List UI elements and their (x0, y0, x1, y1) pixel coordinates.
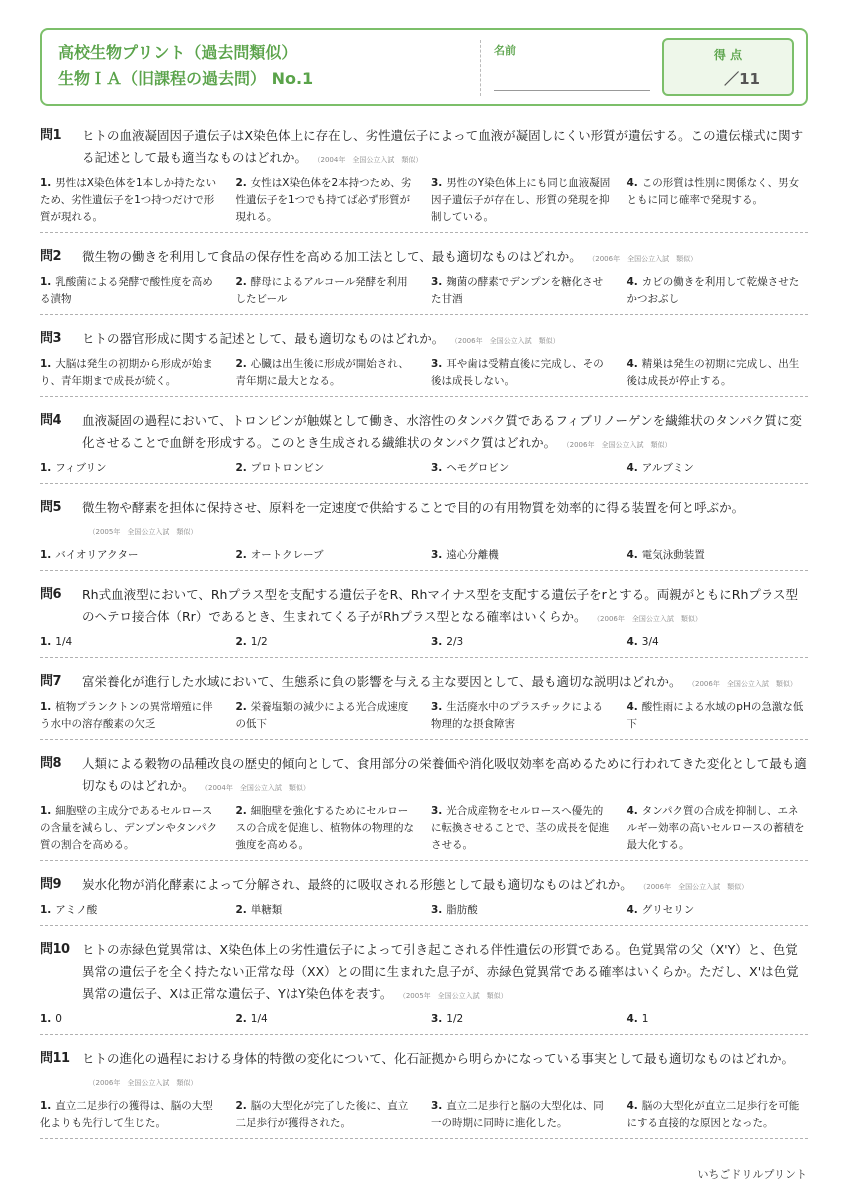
name-field-line[interactable] (494, 90, 650, 91)
choice-2[interactable] (236, 547, 418, 564)
choice-number: 4. (626, 276, 638, 288)
choice-text: 細胞壁を強化するためにセルロースの合成を促進し、植物体の物理的な強度を高める。 (235, 805, 414, 851)
choice-text: 直立二足歩行と脳の大型化は、同一の時期に同時に進化した。 (431, 1100, 604, 1129)
choice-number: 2. (235, 358, 247, 370)
question-stem (40, 753, 808, 799)
question-stem (40, 671, 808, 695)
choice-list (40, 460, 808, 477)
choice-number: 1. (40, 358, 52, 370)
question-body: ヒトの赤緑色覚異常は、X染色体上の劣性遺伝子によって引き起こされる伴性遺伝の形質である。色覚異常の父（X'Y）と、色覚異常の遺伝子を全く持たない正常な母（XX）との間に生まれた息子が、赤緑色覚異常である確率はいくらか。ただし、X'は色覚異常の遺伝子、Xは正常な遺伝子、YはY染色体を表す。 (82, 942, 799, 1001)
choice-number: 2. (235, 636, 247, 648)
choice-1[interactable] (40, 460, 222, 477)
question-number: 問2 (40, 249, 62, 264)
choice-text: 2/3 (446, 636, 464, 648)
choice-text: 0 (55, 1013, 62, 1025)
question-body: 人類による穀物の品種改良の歴史的傾向として、食用部分の栄養価や消化吸収効率を高めるために行われてきた変化として最も適切なものはどれか。 (82, 756, 807, 793)
choice-1[interactable] (40, 803, 222, 854)
choice-1[interactable] (40, 356, 222, 390)
choice-number: 2. (235, 549, 247, 561)
question-body: ヒトの進化の過程における身体的特徴の変化について、化石証拠から明らかになっている事実として最も適切なものはどれか。 (82, 1051, 795, 1066)
choice-3[interactable] (431, 699, 613, 733)
question-7 (40, 668, 808, 740)
choice-list (40, 1011, 808, 1028)
choice-text: 1/2 (250, 636, 268, 648)
question-source: （2005年 全国公立入試 類似） (92, 528, 198, 536)
choice-number: 1. (40, 276, 52, 288)
choice-text: オートクレーブ (250, 549, 324, 561)
choice-text: 栄養塩類の減少による光合成速度の低下 (235, 701, 409, 730)
choice-2[interactable] (236, 1011, 418, 1028)
choice-text: プロトロンビン (250, 462, 325, 474)
choice-3[interactable] (431, 1098, 613, 1132)
question-text (82, 497, 808, 543)
choice-number: 2. (235, 805, 247, 817)
name-label: 名前 (494, 44, 516, 57)
question-number: 問9 (40, 877, 62, 892)
choice-number: 4. (626, 701, 638, 713)
header-divider (480, 40, 481, 96)
choice-1[interactable] (40, 175, 222, 226)
choice-text: タンパク質の合成を抑制し、エネルギー効率の高いセルロースの蓄積を最大化する。 (626, 805, 805, 851)
choice-2[interactable] (236, 803, 418, 854)
score-box (662, 38, 794, 96)
worksheet-title-line1: 高校生物プリント（過去問類似） (58, 43, 298, 62)
choice-number: 1. (40, 462, 52, 474)
choice-3[interactable] (431, 547, 613, 564)
choice-number: 1. (40, 177, 52, 189)
choice-text: 脳の大型化が完了した後に、直立二足歩行が獲得された。 (235, 1100, 409, 1129)
question-text (82, 874, 808, 898)
choice-1[interactable] (40, 274, 222, 308)
choice-number: 3. (431, 358, 443, 370)
choice-number: 1. (40, 701, 52, 713)
question-9 (40, 871, 808, 926)
choice-1[interactable] (40, 547, 222, 564)
question-body: ヒトの血液凝固因子遺伝子はX染色体上に存在し、劣性遺伝子によって血液が凝固しにくい形質が遺伝する。この遺伝様式に関する記述として最も適当なものはどれか。 (82, 128, 804, 165)
choice-list (40, 356, 808, 390)
question-stem (40, 1048, 808, 1094)
question-4 (40, 407, 808, 484)
choice-4[interactable] (627, 175, 809, 226)
choice-text: 細胞壁の主成分であるセルロースの含量を減らし、デンプンやタンパク質の割合を高める。 (40, 805, 218, 851)
choice-number: 2. (235, 276, 247, 288)
question-stem (40, 125, 808, 171)
choice-text: 男性はX染色体を1本しか持たないため、劣性遺伝子を1つ持つだけで形質が現れる。 (40, 177, 217, 223)
question-stem (40, 874, 808, 898)
choice-4[interactable] (627, 460, 809, 477)
choice-text: 生活廃水中のプラスチックによる物理的な摂食障害 (431, 701, 603, 730)
question-1 (40, 122, 808, 233)
choice-list (40, 634, 808, 651)
choice-number: 4. (626, 177, 638, 189)
question-number: 問8 (40, 756, 62, 771)
question-source: （2006年 全国公立入試 類似） (454, 337, 560, 345)
choice-text: グリセリン (641, 904, 695, 916)
question-10 (40, 936, 808, 1035)
question-stem (40, 497, 808, 543)
choice-4[interactable] (627, 902, 809, 919)
question-stem (40, 246, 808, 270)
choice-number: 4. (626, 462, 638, 474)
question-stem (40, 328, 808, 352)
choice-3[interactable] (431, 356, 613, 390)
choice-3[interactable] (431, 902, 613, 919)
choice-text: この形質は性別に関係なく、男女ともに同じ確率で発現する。 (626, 177, 800, 206)
choice-text: フィブリン (55, 462, 107, 474)
choice-number: 1. (40, 805, 52, 817)
question-body: 微生物の働きを利用して食品の保存性を高める加工法として、最も適切なものはどれか。 (82, 249, 582, 264)
choice-2[interactable] (236, 699, 418, 733)
choice-4[interactable] (627, 699, 809, 733)
choice-1[interactable] (40, 1098, 222, 1132)
choice-number: 3. (431, 276, 443, 288)
choice-text: 光合成産物をセルロースへ優先的に転換させることで、茎の成長を促進させる。 (431, 805, 610, 851)
choice-4[interactable] (627, 634, 809, 651)
choice-3[interactable] (431, 274, 613, 308)
choice-4[interactable] (627, 803, 809, 854)
question-number: 問11 (40, 1051, 70, 1066)
question-number: 問3 (40, 331, 62, 346)
choice-list (40, 175, 808, 226)
choice-list (40, 803, 808, 854)
choice-3[interactable] (431, 460, 613, 477)
choice-number: 3. (431, 904, 443, 916)
question-source: （2005年 全国公立入試 類似） (402, 992, 508, 1000)
choice-text: 酵母によるアルコール発酵を利用したビール (235, 276, 408, 305)
choice-text: 1 (641, 1013, 649, 1025)
question-source: （2006年 全国公立入試 類似） (642, 883, 749, 891)
choice-text: 遠心分離機 (446, 549, 499, 561)
question-number: 問5 (40, 500, 62, 515)
question-stem (40, 584, 808, 630)
choice-text: 1/4 (55, 636, 73, 648)
choice-number: 3. (431, 549, 443, 561)
choice-1[interactable] (40, 634, 222, 651)
choice-number: 4. (626, 805, 638, 817)
question-text (82, 328, 808, 352)
question-stem (40, 939, 808, 1007)
choice-2[interactable] (236, 1098, 418, 1132)
choice-number: 4. (626, 904, 638, 916)
question-number: 問7 (40, 674, 62, 689)
choice-4[interactable] (627, 1011, 809, 1028)
question-text (82, 246, 808, 270)
choice-2[interactable] (236, 460, 418, 477)
question-body: ヒトの器官形成に関する記述として、最も適切なものはどれか。 (82, 331, 445, 346)
choice-2[interactable] (236, 902, 418, 919)
choice-text: 大脳は発生の初期から形成が始まり、青年期まで成長が続く。 (40, 358, 213, 387)
choice-3[interactable] (431, 634, 613, 651)
question-11 (40, 1045, 808, 1139)
question-text (82, 939, 808, 1007)
choice-number: 1. (40, 904, 52, 916)
choice-text: バイオリアクター (55, 549, 139, 561)
choice-text: 麹菌の酵素でデンプンを糖化させた甘酒 (431, 276, 604, 305)
choice-text: 単糖類 (250, 904, 283, 916)
question-text (82, 753, 808, 799)
choice-2[interactable] (236, 356, 418, 390)
choice-text: 脂肪酸 (446, 904, 478, 916)
question-8 (40, 750, 808, 861)
choice-text: カビの働きを利用して乾燥させたかつおぶし (626, 276, 800, 305)
question-list (40, 122, 808, 1149)
choice-1[interactable] (40, 699, 222, 733)
choice-number: 4. (626, 1100, 638, 1112)
choice-4[interactable] (627, 274, 809, 308)
question-6 (40, 581, 808, 658)
choice-text: 1/4 (250, 1013, 268, 1025)
score-label: 得 点 (713, 48, 743, 62)
footer-brand: いちごドリルプリント (697, 1168, 807, 1181)
question-body: 微生物や酵素を担体に保持させ、原料を一定速度で供給することで目的の有用物質を効率的に得る装置を何と呼ぶか。 (82, 500, 745, 515)
choice-text: アミノ酸 (55, 904, 98, 916)
choice-2[interactable] (236, 634, 418, 651)
choice-text: 心臓は出生後に形成が開始され、青年期に最大となる。 (235, 358, 409, 387)
choice-number: 4. (626, 1013, 638, 1025)
choice-list (40, 274, 808, 308)
question-number: 問10 (40, 942, 70, 957)
choice-list (40, 902, 808, 919)
choice-number: 2. (235, 1100, 247, 1112)
choice-number: 3. (431, 1100, 443, 1112)
question-body: 富栄養化が進行した水域において、生態系に負の影響を与える主な要因として、最も適切な説明はどれか。 (82, 674, 682, 689)
worksheet-title-line2: 生物ＩＡ（旧課程の過去問） No.1 (58, 69, 314, 88)
question-text (82, 410, 808, 456)
choice-2[interactable] (236, 175, 418, 226)
choice-number: 3. (431, 805, 443, 817)
choice-3[interactable] (431, 175, 613, 226)
choice-text: 1/2 (446, 1013, 464, 1025)
choice-4[interactable] (627, 1098, 809, 1132)
choice-number: 1. (40, 1013, 52, 1025)
choice-number: 2. (235, 177, 247, 189)
question-body: 炭水化物が消化酵素によって分解され、最終的に吸収される形態として最も適切なものはどれか。 (82, 877, 633, 892)
choice-number: 2. (235, 904, 247, 916)
question-3 (40, 325, 808, 397)
question-text (82, 584, 808, 630)
choice-text: 男性のY染色体上にも同じ血液凝固因子遺伝子が存在し、形質の発現を抑制している。 (431, 177, 611, 223)
question-2 (40, 243, 808, 315)
question-source: （2006年 全国公立入試 類似） (691, 680, 797, 688)
title-block (58, 40, 313, 92)
choice-1[interactable] (40, 1011, 222, 1028)
score-value: ／11 (724, 70, 760, 88)
choice-list (40, 1098, 808, 1132)
question-source: （2004年 全国公立入試 類似） (204, 784, 310, 792)
choice-text: アルブミン (641, 462, 694, 474)
choice-4[interactable] (627, 547, 809, 564)
choice-text: 電気泳動装置 (641, 549, 705, 561)
worksheet-header (40, 28, 808, 106)
choice-number: 3. (431, 701, 443, 713)
question-5 (40, 494, 808, 571)
question-text (82, 125, 808, 171)
choice-number: 4. (626, 358, 638, 370)
choice-text: 酸性雨による水域のpHの急激な低下 (626, 701, 804, 730)
question-number: 問6 (40, 587, 62, 602)
choice-1[interactable] (40, 902, 222, 919)
choice-text: 精巣は発生の初期に完成し、出生後は成長が停止する。 (626, 358, 800, 387)
choice-number: 4. (626, 636, 638, 648)
question-source: （2004年 全国公立入試 類似） (317, 156, 423, 164)
choice-number: 3. (431, 462, 443, 474)
choice-list (40, 699, 808, 733)
choice-number: 1. (40, 549, 52, 561)
choice-number: 1. (40, 636, 52, 648)
choice-text: 脳の大型化が直立二足歩行を可能にする直接的な原因となった。 (626, 1100, 800, 1129)
question-source: （2006年 全国公立入試 類似） (92, 1079, 198, 1087)
choice-list (40, 547, 808, 564)
choice-text: 3/4 (641, 636, 659, 648)
choice-text: 女性はX染色体を2本持つため、劣性遺伝子を1つでも持てば必ず形質が現れる。 (235, 177, 412, 223)
question-text (82, 671, 808, 695)
choice-number: 4. (626, 549, 638, 561)
question-number: 問4 (40, 413, 62, 428)
choice-number: 2. (235, 701, 247, 713)
choice-3[interactable] (431, 803, 613, 854)
question-number: 問1 (40, 128, 62, 143)
question-source: （2006年 全国公立入試 類似） (596, 615, 702, 623)
question-source: （2006年 全国公立入試 類似） (566, 441, 672, 449)
choice-number: 2. (235, 1013, 247, 1025)
choice-text: 乳酸菌による発酵で酸性度を高める漬物 (40, 276, 213, 305)
question-text (82, 1048, 808, 1094)
choice-number: 2. (235, 462, 247, 474)
choice-text: ヘモグロビン (446, 462, 510, 474)
question-body: Rh式血液型において、Rhプラス型を支配する遺伝子をR、Rhマイナス型を支配する遺伝子をrとする。両親がともにRhプラス型のヘテロ接合体（Rr）であるとき、生まれてくる子がRhプラス型となる確率はいくらか。 (82, 587, 799, 624)
question-body: 血液凝固の過程において、トロンビンが触媒として働き、水溶性のタンパク質であるフィブリノーゲンを繊維状のタンパク質に変化させることで血餅を形成する。このとき生成される繊維状のタンパク質はどれか。 (82, 413, 802, 450)
choice-2[interactable] (236, 274, 418, 308)
choice-text: 直立二足歩行の獲得は、脳の大型化よりも先行して生じた。 (40, 1100, 213, 1129)
choice-3[interactable] (431, 1011, 613, 1028)
question-stem (40, 410, 808, 456)
choice-text: 植物プランクトンの異常増殖に伴う水中の溶存酸素の欠乏 (40, 701, 213, 730)
choice-number: 3. (431, 177, 443, 189)
question-source: （2006年 全国公立入試 類似） (591, 255, 698, 263)
choice-number: 1. (40, 1100, 52, 1112)
choice-4[interactable] (627, 356, 809, 390)
choice-number: 3. (431, 636, 443, 648)
choice-number: 3. (431, 1013, 443, 1025)
choice-text: 耳や歯は受精直後に完成し、その後は成長しない。 (431, 358, 604, 387)
